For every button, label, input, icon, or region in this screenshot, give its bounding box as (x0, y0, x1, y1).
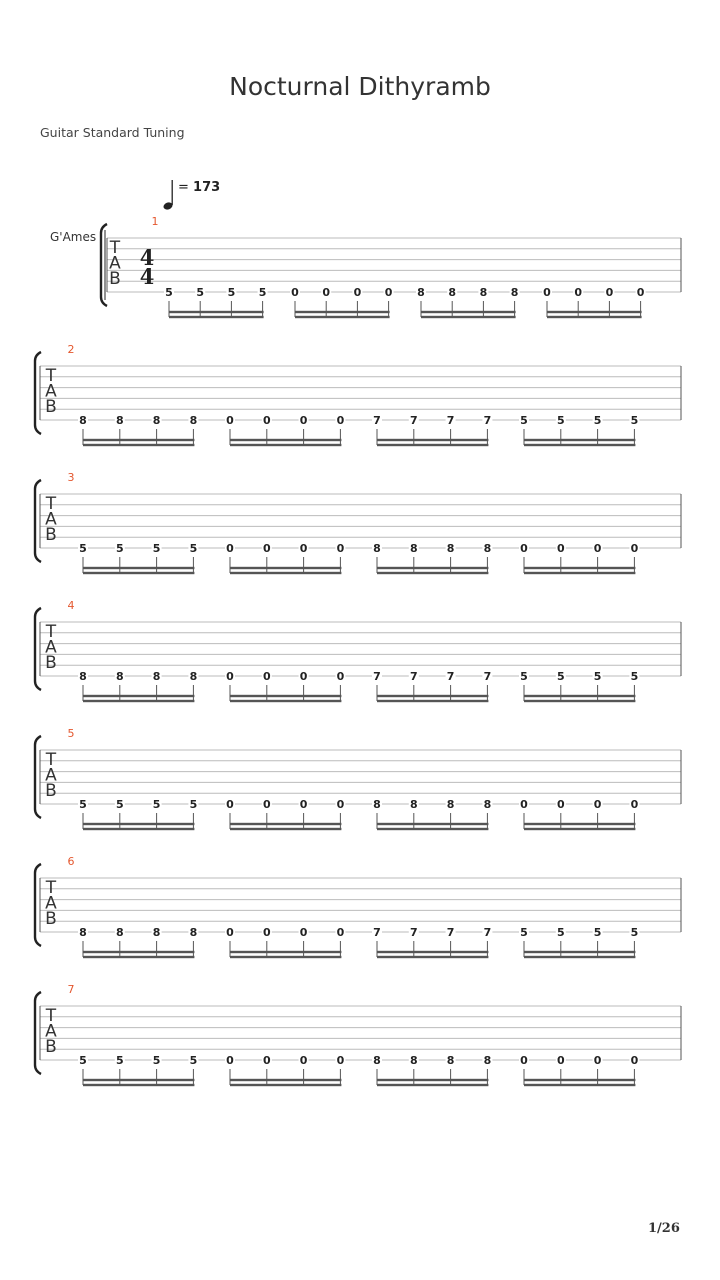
fret-number: 0 (630, 798, 639, 811)
fret-number: 7 (446, 670, 455, 683)
fret-number: 0 (556, 798, 565, 811)
eighth-beam (377, 823, 488, 825)
tab-clef-letter: A (45, 765, 57, 786)
fret-number: 0 (299, 1054, 308, 1067)
fret-number: 8 (115, 414, 124, 427)
sixteenth-beam (524, 1084, 635, 1086)
fret-number: 5 (115, 542, 124, 555)
fret-number: 5 (79, 542, 87, 555)
tab-clef-letter: T (45, 750, 57, 770)
fret-number: 0 (630, 542, 639, 555)
tab-clef-letter: T (45, 366, 57, 386)
fret-number: 8 (446, 798, 455, 811)
fret-number: 7 (373, 414, 381, 427)
tab-clef-letter: B (45, 781, 57, 801)
fret-number: 7 (409, 414, 418, 427)
fret-number: 5 (556, 926, 565, 939)
fret-number: 0 (226, 1054, 234, 1067)
fret-number: 0 (353, 286, 362, 299)
tab-clef-letter: B (45, 653, 57, 673)
fret-number: 0 (336, 542, 345, 555)
fret-number: 7 (373, 670, 381, 683)
tab-clef-letter: B (45, 1037, 57, 1057)
fret-number: 8 (115, 670, 124, 683)
fret-number: 0 (262, 1054, 271, 1067)
sixteenth-beam (83, 444, 194, 446)
eighth-beam (230, 695, 341, 697)
fret-number: 0 (520, 798, 528, 811)
fret-number: 0 (556, 542, 565, 555)
fret-number: 5 (520, 670, 528, 683)
tab-clef-letter: A (45, 637, 57, 658)
eighth-beam (230, 439, 341, 441)
fret-number: 0 (605, 286, 614, 299)
eighth-beam (230, 951, 341, 953)
fret-number: 5 (152, 542, 161, 555)
measure-number: 1 (151, 215, 159, 228)
fret-number: 0 (543, 286, 551, 299)
tab-system-7 (35, 983, 681, 1086)
fret-number: 0 (262, 798, 271, 811)
fret-number: 7 (446, 926, 455, 939)
time-signature-top: 4 (139, 245, 155, 270)
tab-clef-letter: B (109, 269, 121, 289)
fret-number: 8 (189, 926, 198, 939)
eighth-beam (377, 695, 488, 697)
measure-number: 7 (67, 983, 75, 996)
fret-number: 5 (189, 798, 198, 811)
fret-number: 8 (448, 286, 457, 299)
eighth-beam (377, 1079, 488, 1081)
eighth-beam (230, 567, 341, 569)
tab-clef-letter: B (45, 525, 57, 545)
tempo-value: = 173 (178, 180, 221, 195)
fret-number: 8 (189, 670, 198, 683)
fret-number: 0 (636, 286, 645, 299)
fret-number: 0 (384, 286, 393, 299)
fret-number: 5 (520, 414, 528, 427)
fret-number: 0 (299, 798, 308, 811)
fret-number: 0 (336, 926, 345, 939)
tab-clef-letter: T (45, 1006, 57, 1026)
measure-number: 6 (67, 855, 75, 868)
fret-number: 8 (483, 1054, 492, 1067)
fret-number: 8 (79, 670, 87, 683)
fret-number: 0 (520, 1054, 528, 1067)
eighth-beam (230, 823, 341, 825)
fret-number: 5 (189, 542, 198, 555)
instrument-name: G'Ames (50, 230, 97, 244)
fret-number: 0 (299, 414, 308, 427)
tab-clef-letter: B (45, 397, 57, 417)
fret-number: 5 (556, 414, 565, 427)
page-number: 1/26 (648, 1221, 680, 1236)
sixteenth-beam (377, 700, 488, 702)
fret-number: 8 (79, 414, 87, 427)
sixteenth-beam (377, 1084, 488, 1086)
tab-system-2 (35, 343, 681, 446)
sixteenth-beam (230, 828, 341, 830)
eighth-beam (524, 1079, 635, 1081)
eighth-beam (524, 951, 635, 953)
song-title: Nocturnal Dithyramb (229, 72, 491, 101)
eighth-beam (524, 823, 635, 825)
measure-number: 2 (67, 343, 75, 356)
fret-number: 0 (574, 286, 583, 299)
eighth-beam (524, 567, 635, 569)
system-bracket (101, 224, 107, 306)
fret-number: 5 (630, 926, 639, 939)
tab-clef-letter: T (45, 622, 57, 642)
fret-number: 7 (483, 414, 492, 427)
eighth-beam (377, 439, 488, 441)
sixteenth-beam (377, 444, 488, 446)
fret-number: 7 (483, 670, 492, 683)
tab-system-6 (35, 855, 681, 958)
time-signature-bottom: 4 (139, 264, 155, 289)
eighth-beam (377, 567, 488, 569)
fret-number: 0 (262, 926, 271, 939)
fret-number: 8 (446, 1054, 455, 1067)
fret-number: 5 (593, 670, 602, 683)
sixteenth-beam (524, 700, 635, 702)
fret-number: 0 (299, 542, 308, 555)
fret-number: 5 (520, 926, 528, 939)
fret-number: 0 (226, 926, 234, 939)
tab-system-5 (35, 727, 681, 830)
tab-system-3 (35, 471, 681, 574)
eighth-beam (83, 951, 194, 953)
fret-number: 5 (196, 286, 205, 299)
sixteenth-beam (169, 316, 264, 318)
fret-number: 0 (520, 542, 528, 555)
measure-number: 4 (67, 599, 75, 612)
measure-number: 5 (67, 727, 75, 740)
fret-number: 8 (479, 286, 488, 299)
eighth-beam (547, 311, 642, 313)
fret-number: 0 (593, 542, 602, 555)
fret-number: 0 (556, 1054, 565, 1067)
eighth-beam (295, 311, 390, 313)
fret-number: 0 (299, 670, 308, 683)
fret-number: 0 (336, 414, 345, 427)
fret-number: 0 (262, 670, 271, 683)
fret-number: 0 (226, 798, 234, 811)
eighth-beam (421, 311, 516, 313)
fret-number: 0 (336, 798, 345, 811)
fret-number: 5 (227, 286, 236, 299)
fret-number: 5 (630, 414, 639, 427)
fret-number: 8 (152, 926, 161, 939)
sixteenth-beam (377, 828, 488, 830)
eighth-beam (83, 567, 194, 569)
fret-number: 8 (152, 670, 161, 683)
sixteenth-beam (230, 1084, 341, 1086)
fret-number: 5 (556, 670, 565, 683)
fret-number: 8 (510, 286, 519, 299)
sixteenth-beam (547, 316, 642, 318)
eighth-beam (377, 951, 488, 953)
fret-number: 8 (373, 798, 381, 811)
tab-clef-letter: A (45, 893, 57, 914)
eighth-beam (83, 695, 194, 697)
eighth-beam (230, 1079, 341, 1081)
fret-number: 0 (226, 414, 234, 427)
fret-number: 8 (373, 1054, 381, 1067)
measure-number: 3 (67, 471, 75, 484)
sixteenth-beam (83, 700, 194, 702)
fret-number: 5 (165, 286, 173, 299)
fret-number: 0 (226, 670, 234, 683)
sixteenth-beam (230, 956, 341, 958)
fret-number: 8 (373, 542, 381, 555)
fret-number: 8 (409, 798, 418, 811)
fret-number: 0 (299, 926, 308, 939)
fret-number: 8 (483, 542, 492, 555)
fret-number: 7 (373, 926, 381, 939)
sixteenth-beam (377, 956, 488, 958)
eighth-beam (524, 439, 635, 441)
fret-number: 5 (115, 1054, 124, 1067)
fret-number: 5 (593, 414, 602, 427)
fret-number: 0 (262, 414, 271, 427)
fret-number: 8 (417, 286, 425, 299)
tab-clef-letter: T (45, 494, 57, 514)
fret-number: 5 (258, 286, 267, 299)
tab-clef-letter: A (45, 509, 57, 530)
fret-number: 7 (409, 670, 418, 683)
fret-number: 0 (630, 1054, 639, 1067)
fret-number: 8 (79, 926, 87, 939)
tab-clef-letter: T (109, 238, 121, 258)
fret-number: 8 (446, 542, 455, 555)
fret-number: 5 (79, 1054, 87, 1067)
fret-number: 8 (152, 414, 161, 427)
fret-number: 0 (322, 286, 331, 299)
tab-system-4 (35, 599, 681, 702)
fret-number: 8 (115, 926, 124, 939)
tab-clef-letter: B (45, 909, 57, 929)
sixteenth-beam (83, 1084, 194, 1086)
fret-number: 8 (409, 542, 418, 555)
fret-number: 5 (152, 1054, 161, 1067)
tab-system-1 (101, 215, 681, 318)
fret-number: 8 (189, 414, 198, 427)
eighth-beam (83, 823, 194, 825)
eighth-beam (524, 695, 635, 697)
sixteenth-beam (230, 572, 341, 574)
fret-number: 0 (336, 670, 345, 683)
sixteenth-beam (524, 572, 635, 574)
fret-number: 8 (409, 1054, 418, 1067)
sixteenth-beam (377, 572, 488, 574)
fret-number: 0 (336, 1054, 345, 1067)
eighth-beam (169, 311, 264, 313)
sixteenth-beam (230, 700, 341, 702)
fret-number: 5 (152, 798, 161, 811)
sixteenth-beam (83, 572, 194, 574)
sixteenth-beam (295, 316, 390, 318)
tab-clef-letter: A (109, 253, 121, 274)
fret-number: 5 (189, 1054, 198, 1067)
fret-number: 5 (630, 670, 639, 683)
fret-number: 7 (409, 926, 418, 939)
sixteenth-beam (230, 444, 341, 446)
sixteenth-beam (83, 956, 194, 958)
fret-number: 0 (291, 286, 299, 299)
fret-number: 7 (483, 926, 492, 939)
fret-number: 5 (79, 798, 87, 811)
fret-number: 7 (446, 414, 455, 427)
eighth-beam (83, 1079, 194, 1081)
sixteenth-beam (524, 828, 635, 830)
tab-clef-letter: A (45, 1021, 57, 1042)
fret-number: 0 (262, 542, 271, 555)
tuning-label: Guitar Standard Tuning (40, 125, 185, 140)
fret-number: 0 (593, 798, 602, 811)
fret-number: 0 (226, 542, 234, 555)
eighth-beam (83, 439, 194, 441)
sixteenth-beam (524, 956, 635, 958)
fret-number: 0 (593, 1054, 602, 1067)
fret-number: 5 (115, 798, 124, 811)
sixteenth-beam (83, 828, 194, 830)
tab-clef-letter: T (45, 878, 57, 898)
sixteenth-beam (524, 444, 635, 446)
fret-number: 5 (593, 926, 602, 939)
fret-number: 8 (483, 798, 492, 811)
tab-clef-letter: A (45, 381, 57, 402)
sixteenth-beam (421, 316, 516, 318)
